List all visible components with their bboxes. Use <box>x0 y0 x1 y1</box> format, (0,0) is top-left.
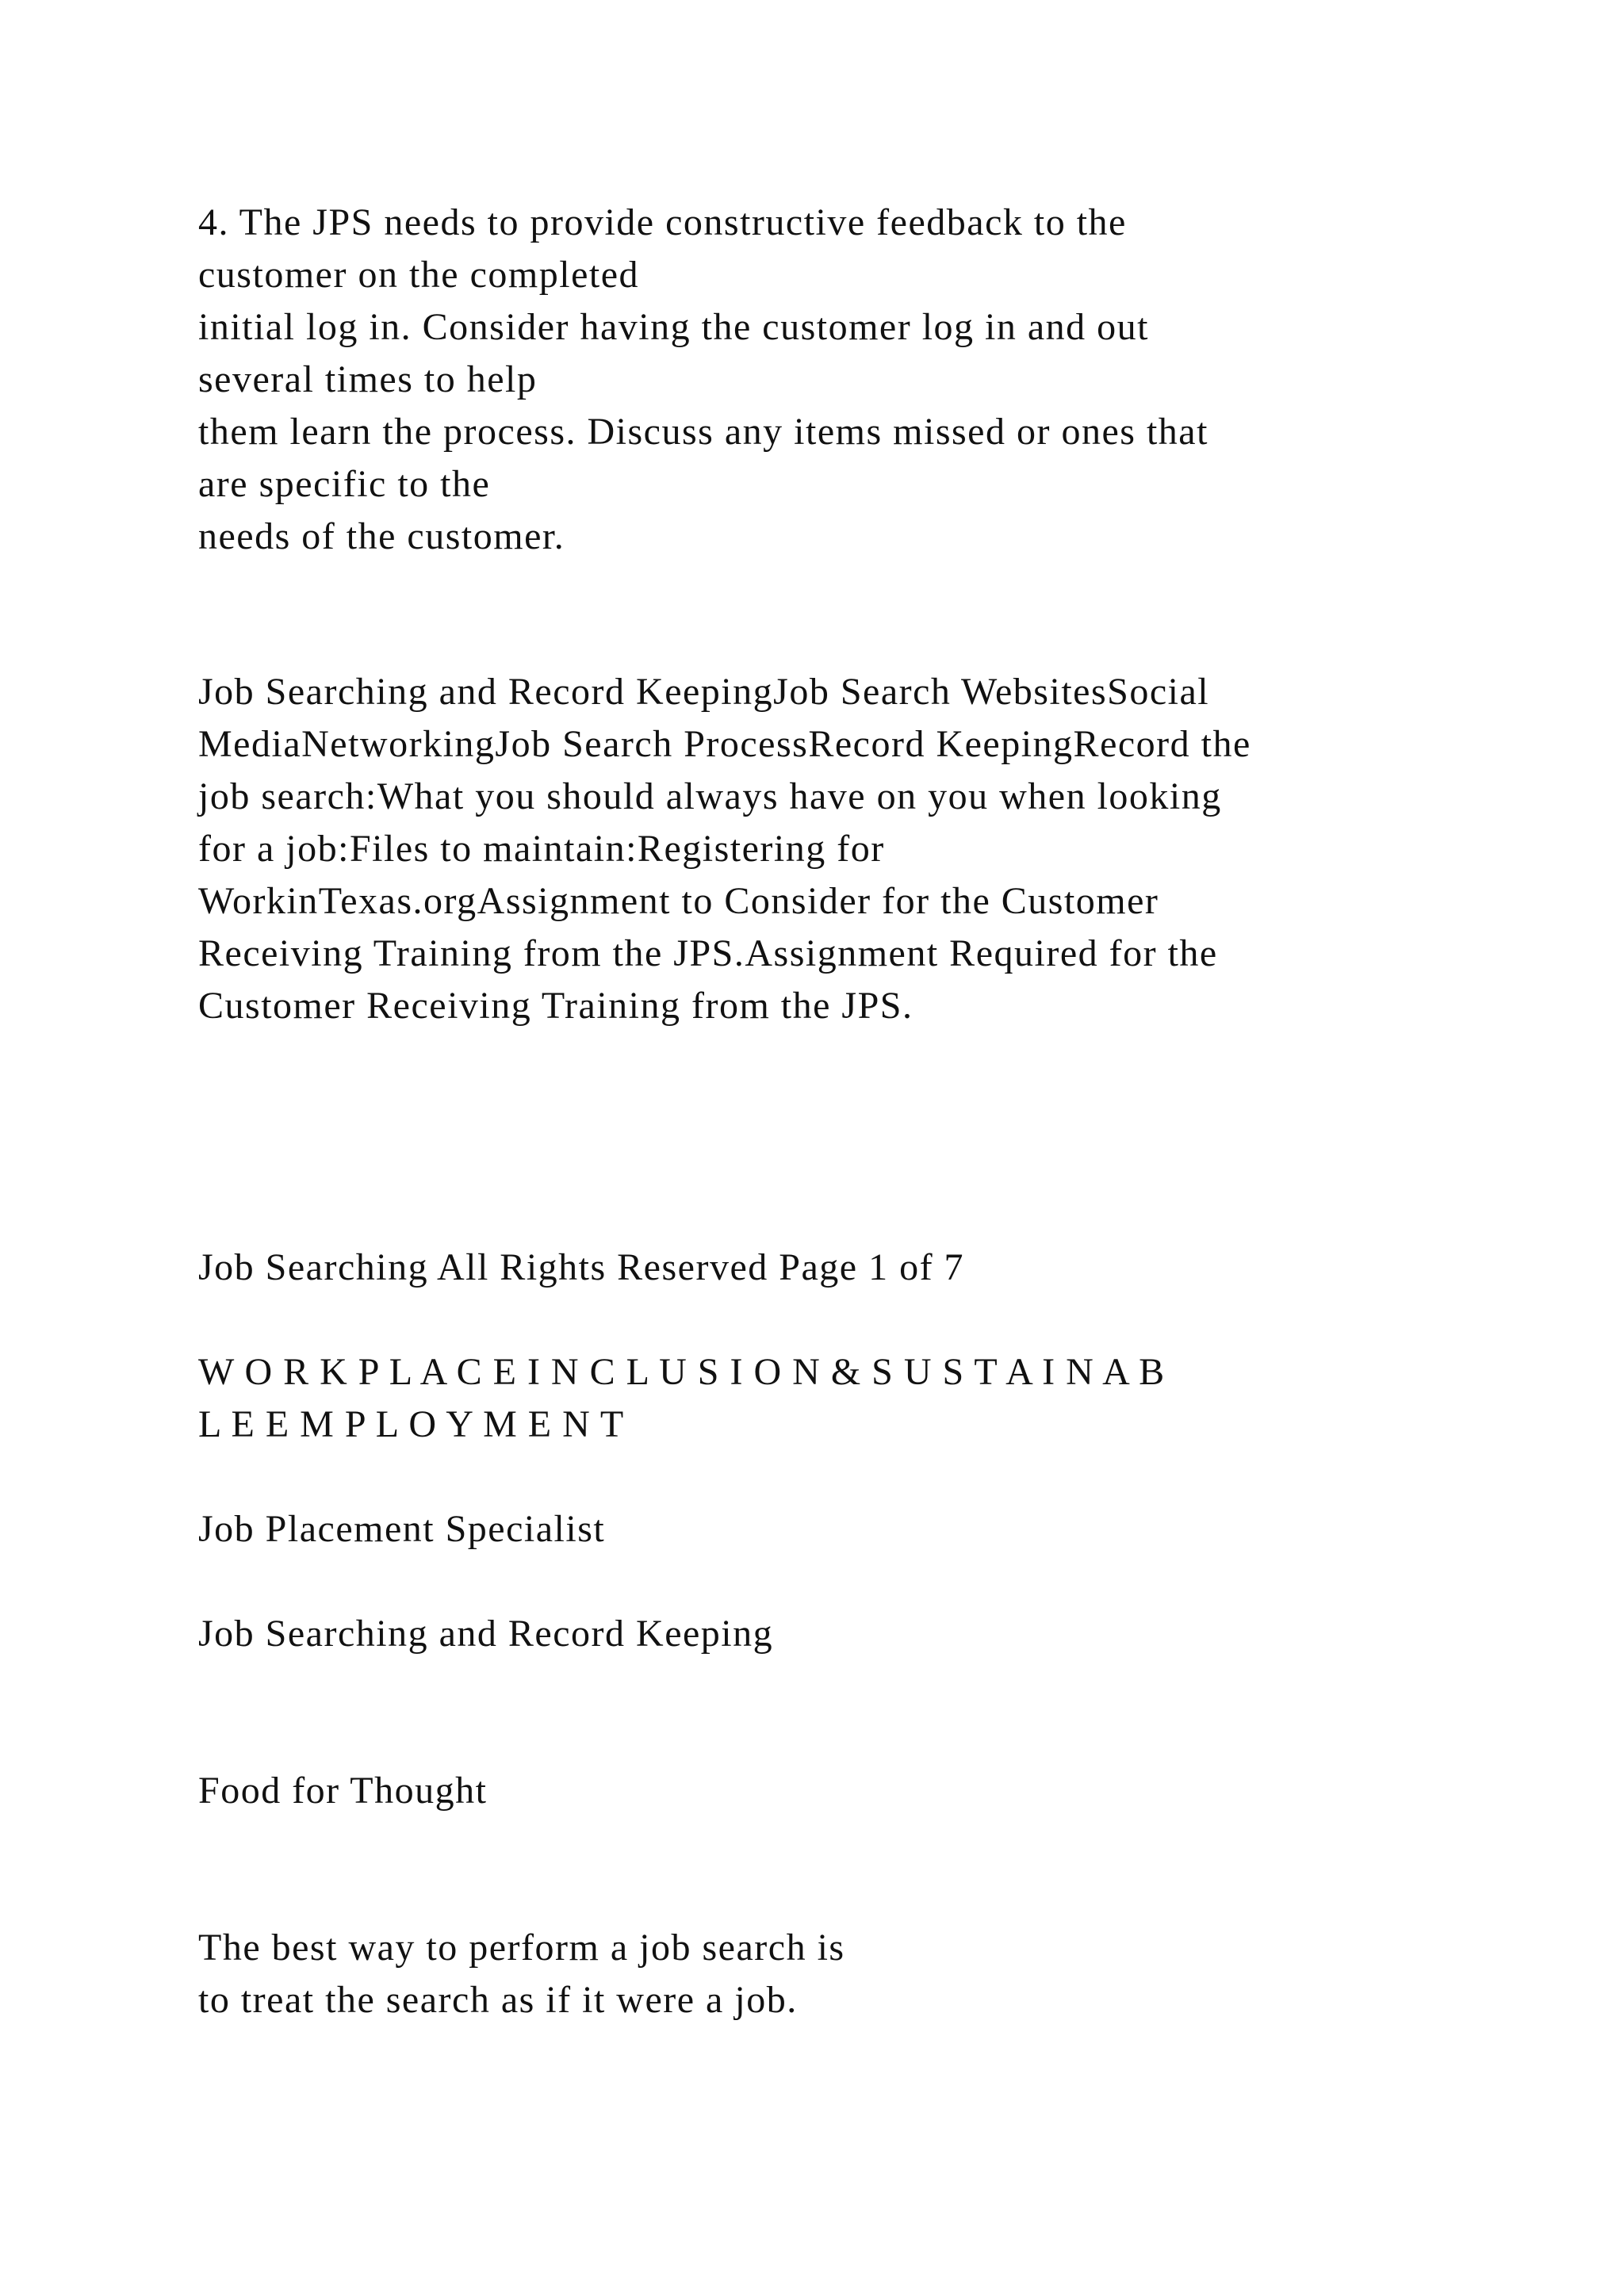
section-title: Job Searching and Record Keeping <box>198 1613 774 1655</box>
quote-paragraph: The best way to perform a job search is to treat the search as if it were a job. <box>198 1927 845 2021</box>
role-title: Job Placement Specialist <box>198 1508 606 1550</box>
food-for-thought-heading: Food for Thought <box>198 1770 488 1812</box>
feedback-paragraph: 4. The JPS needs to provide constructive feedback to the customer on the completed initial log in. Consider having the customer log in and out several times to help them learn the process. Discuss any items missed or ones that are specific to the needs of the customer. <box>198 201 1208 557</box>
page-footer-line: Job Searching All Rights Reserved Page 1 of 7 <box>198 1246 965 1288</box>
table-of-contents-paragraph: Job Searching and Record KeepingJob Search WebsitesSocial MediaNetworkingJob Search ProcessRecord KeepingRecord the job search:What you should always have on you when looking for a job:Files to maintain:Registering for WorkinTexas.orgAssignment to Consider for the Customer Receiving Training from the JPS.Assignment Required for the Customer Receiving Training from the JPS. <box>198 671 1251 1027</box>
organization-heading: W O R K P L A C E I N C L U S I O N & S U S T A I N A B L E E M P L O Y M E N T <box>198 1351 1166 1445</box>
